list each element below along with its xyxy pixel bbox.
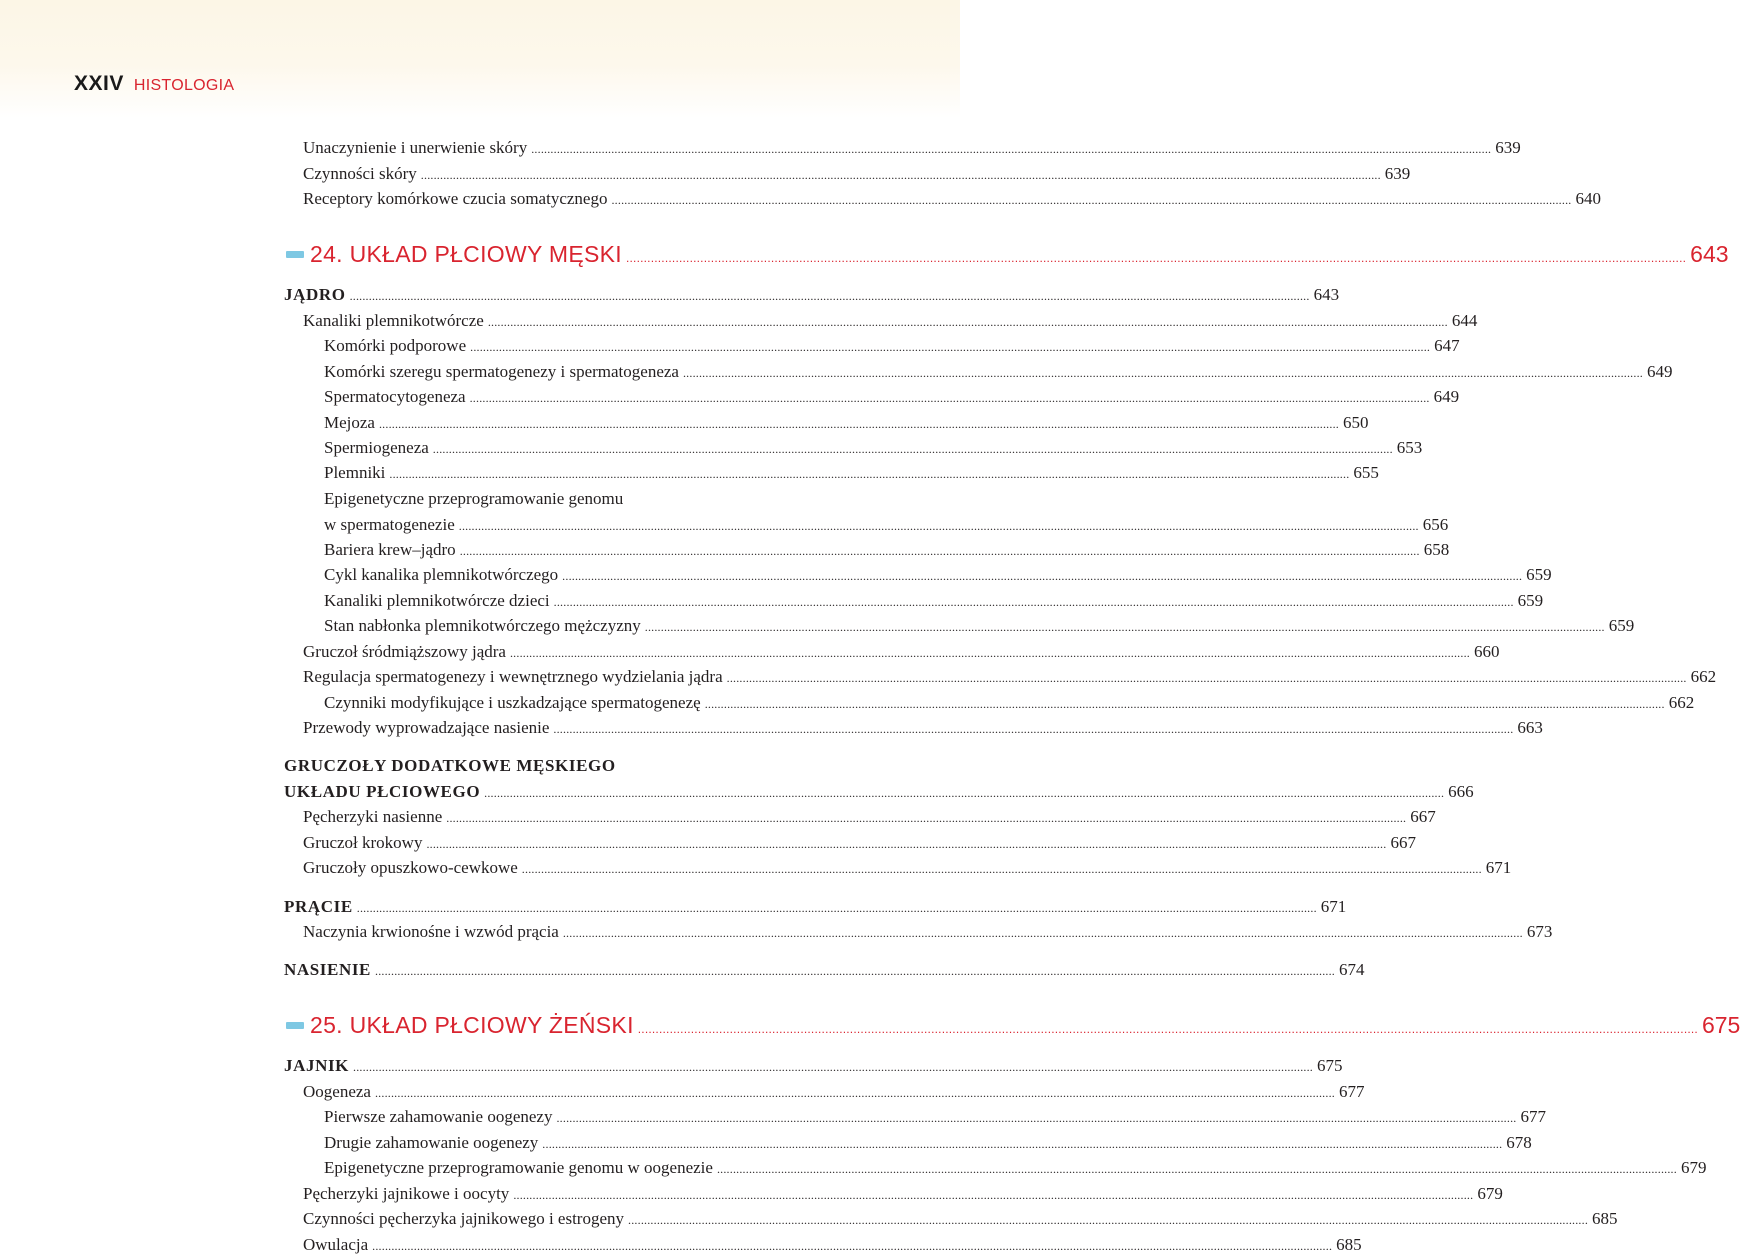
- toc-entry-label: Spermiogeneza: [324, 438, 429, 457]
- toc-entry-label: Pierwsze zahamowanie oogenezy: [324, 1107, 553, 1126]
- chapter-page: 675: [1701, 1012, 1740, 1038]
- book-title: HISTOLOGIA: [133, 77, 235, 94]
- dot-leader: ............................................................................................................................................................................................................................................................................................................: [553, 722, 1514, 736]
- toc-entry-label: Drugie zahamowanie oogenezy: [324, 1133, 539, 1152]
- toc-entry-label: w spermatogenezie: [324, 515, 455, 534]
- toc-subentry[interactable]: [0, 1155, 1707, 1181]
- toc-entry-label: Czynności skóry: [303, 164, 417, 183]
- toc-entry-page: 671: [1320, 897, 1347, 916]
- toc-entry-label: Gruczoły opuszkowo-cewkowe: [303, 858, 518, 877]
- toc-entry-label: Kanaliki plemnikotwórcze dzieci: [324, 591, 550, 610]
- toc-entry-label: Cykl kanalika plemnikotwórczego: [324, 565, 559, 584]
- toc-entry-page: 639: [1495, 138, 1521, 157]
- toc-entry-page: 658: [1423, 540, 1450, 559]
- dot-leader: ............................................................................................................................................................................................................................................................................................................: [356, 901, 1317, 915]
- dot-leader: ............................................................................................................................................................................................................................................................................................................: [378, 417, 1339, 431]
- dot-leader: ............................................................................................................................................................................................................................................................................................................: [459, 544, 1420, 558]
- toc-section-label: NASIENIE: [284, 960, 371, 979]
- toc-entry-page: 659: [1608, 616, 1635, 635]
- toc-subentry[interactable]: [0, 588, 1544, 614]
- toc-section-label: JAJNIK: [284, 1056, 349, 1075]
- dot-leader: ............................................................................................................................................................................................................................................................................................................: [446, 811, 1407, 825]
- toc-entry-label: Regulacja spermatogenezy i wewnętrznego wydzielania jądra: [303, 667, 723, 686]
- toc-entry-page: 640: [1575, 189, 1601, 208]
- toc-entry[interactable]: [0, 830, 1416, 856]
- toc-entry-page: 653: [1396, 438, 1423, 457]
- dot-leader: ............................................................................................................................................................................................................................................................................................................: [469, 391, 1430, 405]
- toc-entry-page: 678: [1506, 1133, 1532, 1152]
- toc-entry-page: 677: [1520, 1107, 1546, 1126]
- chapter-title: 25. UKŁAD PŁCIOWY ŻEŃSKI: [310, 1012, 634, 1038]
- toc-subentry[interactable]: [0, 690, 1695, 716]
- toc-entry-label: Spermatocytogeneza: [324, 387, 466, 406]
- toc-entry-label: Komórki podporowe: [324, 336, 467, 355]
- dot-leader: ............................................................................................................................................................................................................................................................................................................: [704, 697, 1665, 711]
- toc-entry-label: Plemniki: [324, 463, 386, 482]
- dot-leader: ............................................................................................................................................................................................................................................................................................................: [531, 142, 1492, 156]
- toc-entry-label-line1[interactable]: Epigenetyczne przeprogramowanie genomu: [324, 489, 624, 508]
- toc-entry-page: 663: [1517, 718, 1543, 737]
- dot-leader: ............................................................................................................................................................................................................................................................................................................: [420, 168, 1381, 182]
- dot-leader: ............................................................................................................................................................................................................................................................................................................: [637, 1022, 1698, 1036]
- toc-entry-label: Naczynia krwionośne i wzwód prącia: [303, 922, 559, 941]
- toc-entry-page: 685: [1592, 1209, 1618, 1228]
- toc-section[interactable]: [0, 779, 1474, 805]
- toc-entry-label: Pęcherzyki nasienne: [303, 807, 443, 826]
- toc-entry-label: Gruczoł śródmiąższowy jądra: [303, 642, 506, 661]
- toc-entry-page: 666: [1448, 782, 1474, 801]
- dot-leader: ............................................................................................................................................................................................................................................................................................................: [349, 289, 1310, 303]
- toc-entry[interactable]: [0, 855, 1512, 881]
- chapter-heading-25[interactable]: [0, 1008, 1740, 1042]
- chapter-page: 643: [1690, 241, 1729, 267]
- toc-entry-page: 647: [1434, 336, 1460, 355]
- toc-entry-page: 650: [1342, 413, 1369, 432]
- toc-entry-page: 659: [1526, 565, 1552, 584]
- dot-leader: ............................................................................................................................................................................................................................................................................................................: [426, 837, 1387, 851]
- toc-section-label: UKŁADU PŁCIOWEGO: [284, 782, 481, 801]
- toc-entry-label: Receptory komórkowe czucia somatycznego: [303, 189, 608, 208]
- dot-leader: ............................................................................................................................................................................................................................................................................................................: [487, 315, 1448, 329]
- toc-entry-page: 639: [1384, 164, 1411, 183]
- dot-leader: ............................................................................................................................................................................................................................................................................................................: [556, 1111, 1517, 1125]
- dot-leader: ............................................................................................................................................................................................................................................................................................................: [611, 193, 1572, 207]
- toc-entry-label: Unaczynienie i unerwienie skóry: [303, 138, 528, 157]
- toc-entry[interactable]: [0, 135, 1521, 161]
- toc-entry-label: Bariera krew–jądro: [324, 540, 456, 559]
- toc-entry[interactable]: [0, 919, 1553, 945]
- dot-leader: ............................................................................................................................................................................................................................................................................................................: [682, 366, 1643, 380]
- toc-entry-label: Pęcherzyki jajnikowe i oocyty: [303, 1184, 510, 1203]
- toc-entry[interactable]: [0, 1181, 1503, 1207]
- dot-leader: ............................................................................................................................................................................................................................................................................................................: [484, 786, 1445, 800]
- toc-entry-label: Komórki szeregu spermatogenezy i spermatogeneza: [324, 362, 679, 381]
- toc-entry-page: 671: [1485, 858, 1512, 877]
- dot-leader: ............................................................................................................................................................................................................................................................................................................: [372, 1239, 1333, 1253]
- toc-entry[interactable]: [0, 308, 1478, 334]
- toc-entry-page: 662: [1690, 667, 1717, 686]
- toc-entry-page: 655: [1353, 463, 1379, 482]
- toc-subentry[interactable]: [0, 359, 1673, 385]
- toc-section[interactable]: [0, 957, 1365, 983]
- toc-subentry[interactable]: [0, 435, 1423, 461]
- chapter-title: 24. UKŁAD PŁCIOWY MĘSKI: [310, 241, 622, 267]
- toc-entry-page: 667: [1390, 833, 1416, 852]
- toc-entry-page: 679: [1680, 1158, 1707, 1177]
- dot-leader: ............................................................................................................................................................................................................................................................................................................: [432, 442, 1393, 456]
- toc-entry-page: 674: [1339, 960, 1365, 979]
- dot-leader: ............................................................................................................................................................................................................................................................................................................: [644, 620, 1605, 634]
- dot-leader: ............................................................................................................................................................................................................................................................................................................: [389, 467, 1350, 481]
- toc-subentry[interactable]: [0, 613, 1635, 639]
- toc-entry[interactable]: [0, 715, 1543, 741]
- toc-section-label-line1[interactable]: GRUCZOŁY DODATKOWE MĘSKIEGO: [284, 756, 616, 775]
- toc-section-label: JĄDRO: [284, 285, 346, 304]
- dot-leader: ............................................................................................................................................................................................................................................................................................................: [628, 1213, 1589, 1227]
- dot-leader: ............................................................................................................................................................................................................................................................................................................: [716, 1162, 1677, 1176]
- toc-subentry[interactable]: [0, 1104, 1546, 1130]
- toc-entry-page: 677: [1338, 1082, 1365, 1101]
- toc-entry[interactable]: [0, 664, 1717, 690]
- toc-entry-label: Epigenetyczne przeprogramowanie genomu w oogenezie: [324, 1158, 713, 1177]
- toc-entry-label: Przewody wyprowadzające nasienie: [303, 718, 550, 737]
- toc-subentry[interactable]: [0, 410, 1369, 436]
- toc-entry-page: 649: [1433, 387, 1460, 406]
- toc-subentry[interactable]: [0, 460, 1379, 486]
- chapter-heading-24[interactable]: [0, 237, 1729, 271]
- toc-section-label: PRĄCIE: [284, 897, 353, 916]
- page-number: XXIV: [74, 72, 124, 95]
- toc-entry-page: 643: [1313, 285, 1340, 304]
- toc-entry[interactable]: [0, 639, 1500, 665]
- toc-entry-label: Stan nabłonka plemnikotwórczego mężczyzny: [324, 616, 641, 635]
- toc-entry-page: 675: [1317, 1056, 1343, 1075]
- dot-leader: ............................................................................................................................................................................................................................................................................................................: [542, 1137, 1503, 1151]
- toc-entry-page: 656: [1422, 515, 1449, 534]
- dot-leader: ............................................................................................................................................................................................................................................................................................................: [353, 1060, 1313, 1074]
- toc-entry-page: 667: [1410, 807, 1436, 826]
- dot-leader: ............................................................................................................................................................................................................................................................................................................: [375, 964, 1335, 978]
- toc-subentry[interactable]: [0, 537, 1450, 563]
- toc-entry-page: 679: [1477, 1184, 1503, 1203]
- toc-entry-label: Czynności pęcherzyka jajnikowego i estrogeny: [303, 1209, 625, 1228]
- dot-leader: ............................................................................................................................................................................................................................................................................................................: [562, 926, 1523, 940]
- dot-leader: ............................................................................................................................................................................................................................................................................................................: [509, 646, 1470, 660]
- dot-leader: ............................................................................................................................................................................................................................................................................................................: [625, 251, 1687, 265]
- dot-leader: ............................................................................................................................................................................................................................................................................................................: [553, 595, 1514, 609]
- toc-entry-page: 660: [1473, 642, 1500, 661]
- toc-entry-page: 673: [1526, 922, 1553, 941]
- dot-leader: ............................................................................................................................................................................................................................................................................................................: [374, 1086, 1335, 1100]
- toc-entry[interactable]: [0, 804, 1436, 830]
- toc-subentry[interactable]: [0, 1130, 1532, 1156]
- toc-entry[interactable]: [0, 1079, 1365, 1105]
- dot-leader: ............................................................................................................................................................................................................................................................................................................: [470, 340, 1431, 354]
- toc-entry-label: Owulacja: [303, 1235, 369, 1254]
- toc-entry-page: 644: [1451, 311, 1478, 330]
- toc-entry-label: Oogeneza: [303, 1082, 371, 1101]
- toc-entry[interactable]: [0, 161, 1411, 187]
- toc-entry-label: Mejoza: [324, 413, 375, 432]
- toc-entry-page: 685: [1336, 1235, 1362, 1254]
- toc-subentry[interactable]: [0, 384, 1460, 410]
- toc-entry-label: Kanaliki plemnikotwórcze: [303, 311, 484, 330]
- toc-entry-label: Czynniki modyfikujące i uszkadzające spermatogenezę: [324, 693, 701, 712]
- toc-entry-page: 662: [1668, 693, 1695, 712]
- dot-leader: ............................................................................................................................................................................................................................................................................................................: [726, 671, 1687, 685]
- dot-leader: ............................................................................................................................................................................................................................................................................................................: [513, 1188, 1474, 1202]
- dot-leader: ............................................................................................................................................................................................................................................................................................................: [562, 569, 1523, 583]
- toc-entry[interactable]: [0, 186, 1601, 212]
- toc-subentry[interactable]: [0, 562, 1552, 588]
- toc-section[interactable]: [0, 894, 1347, 920]
- toc-subentry[interactable]: [0, 333, 1460, 359]
- toc-entry[interactable]: [0, 1206, 1618, 1232]
- toc-entry-page: 649: [1646, 362, 1673, 381]
- toc-section[interactable]: [0, 282, 1340, 308]
- dot-leader: ............................................................................................................................................................................................................................................................................................................: [458, 519, 1419, 533]
- toc-entry-label: Gruczoł krokowy: [303, 833, 423, 852]
- dot-leader: ............................................................................................................................................................................................................................................................................................................: [521, 862, 1482, 876]
- toc-section[interactable]: [0, 1053, 1343, 1079]
- toc-entry-page: 659: [1517, 591, 1544, 610]
- toc-entry[interactable]: [0, 1232, 1362, 1258]
- toc-subentry[interactable]: [0, 512, 1449, 538]
